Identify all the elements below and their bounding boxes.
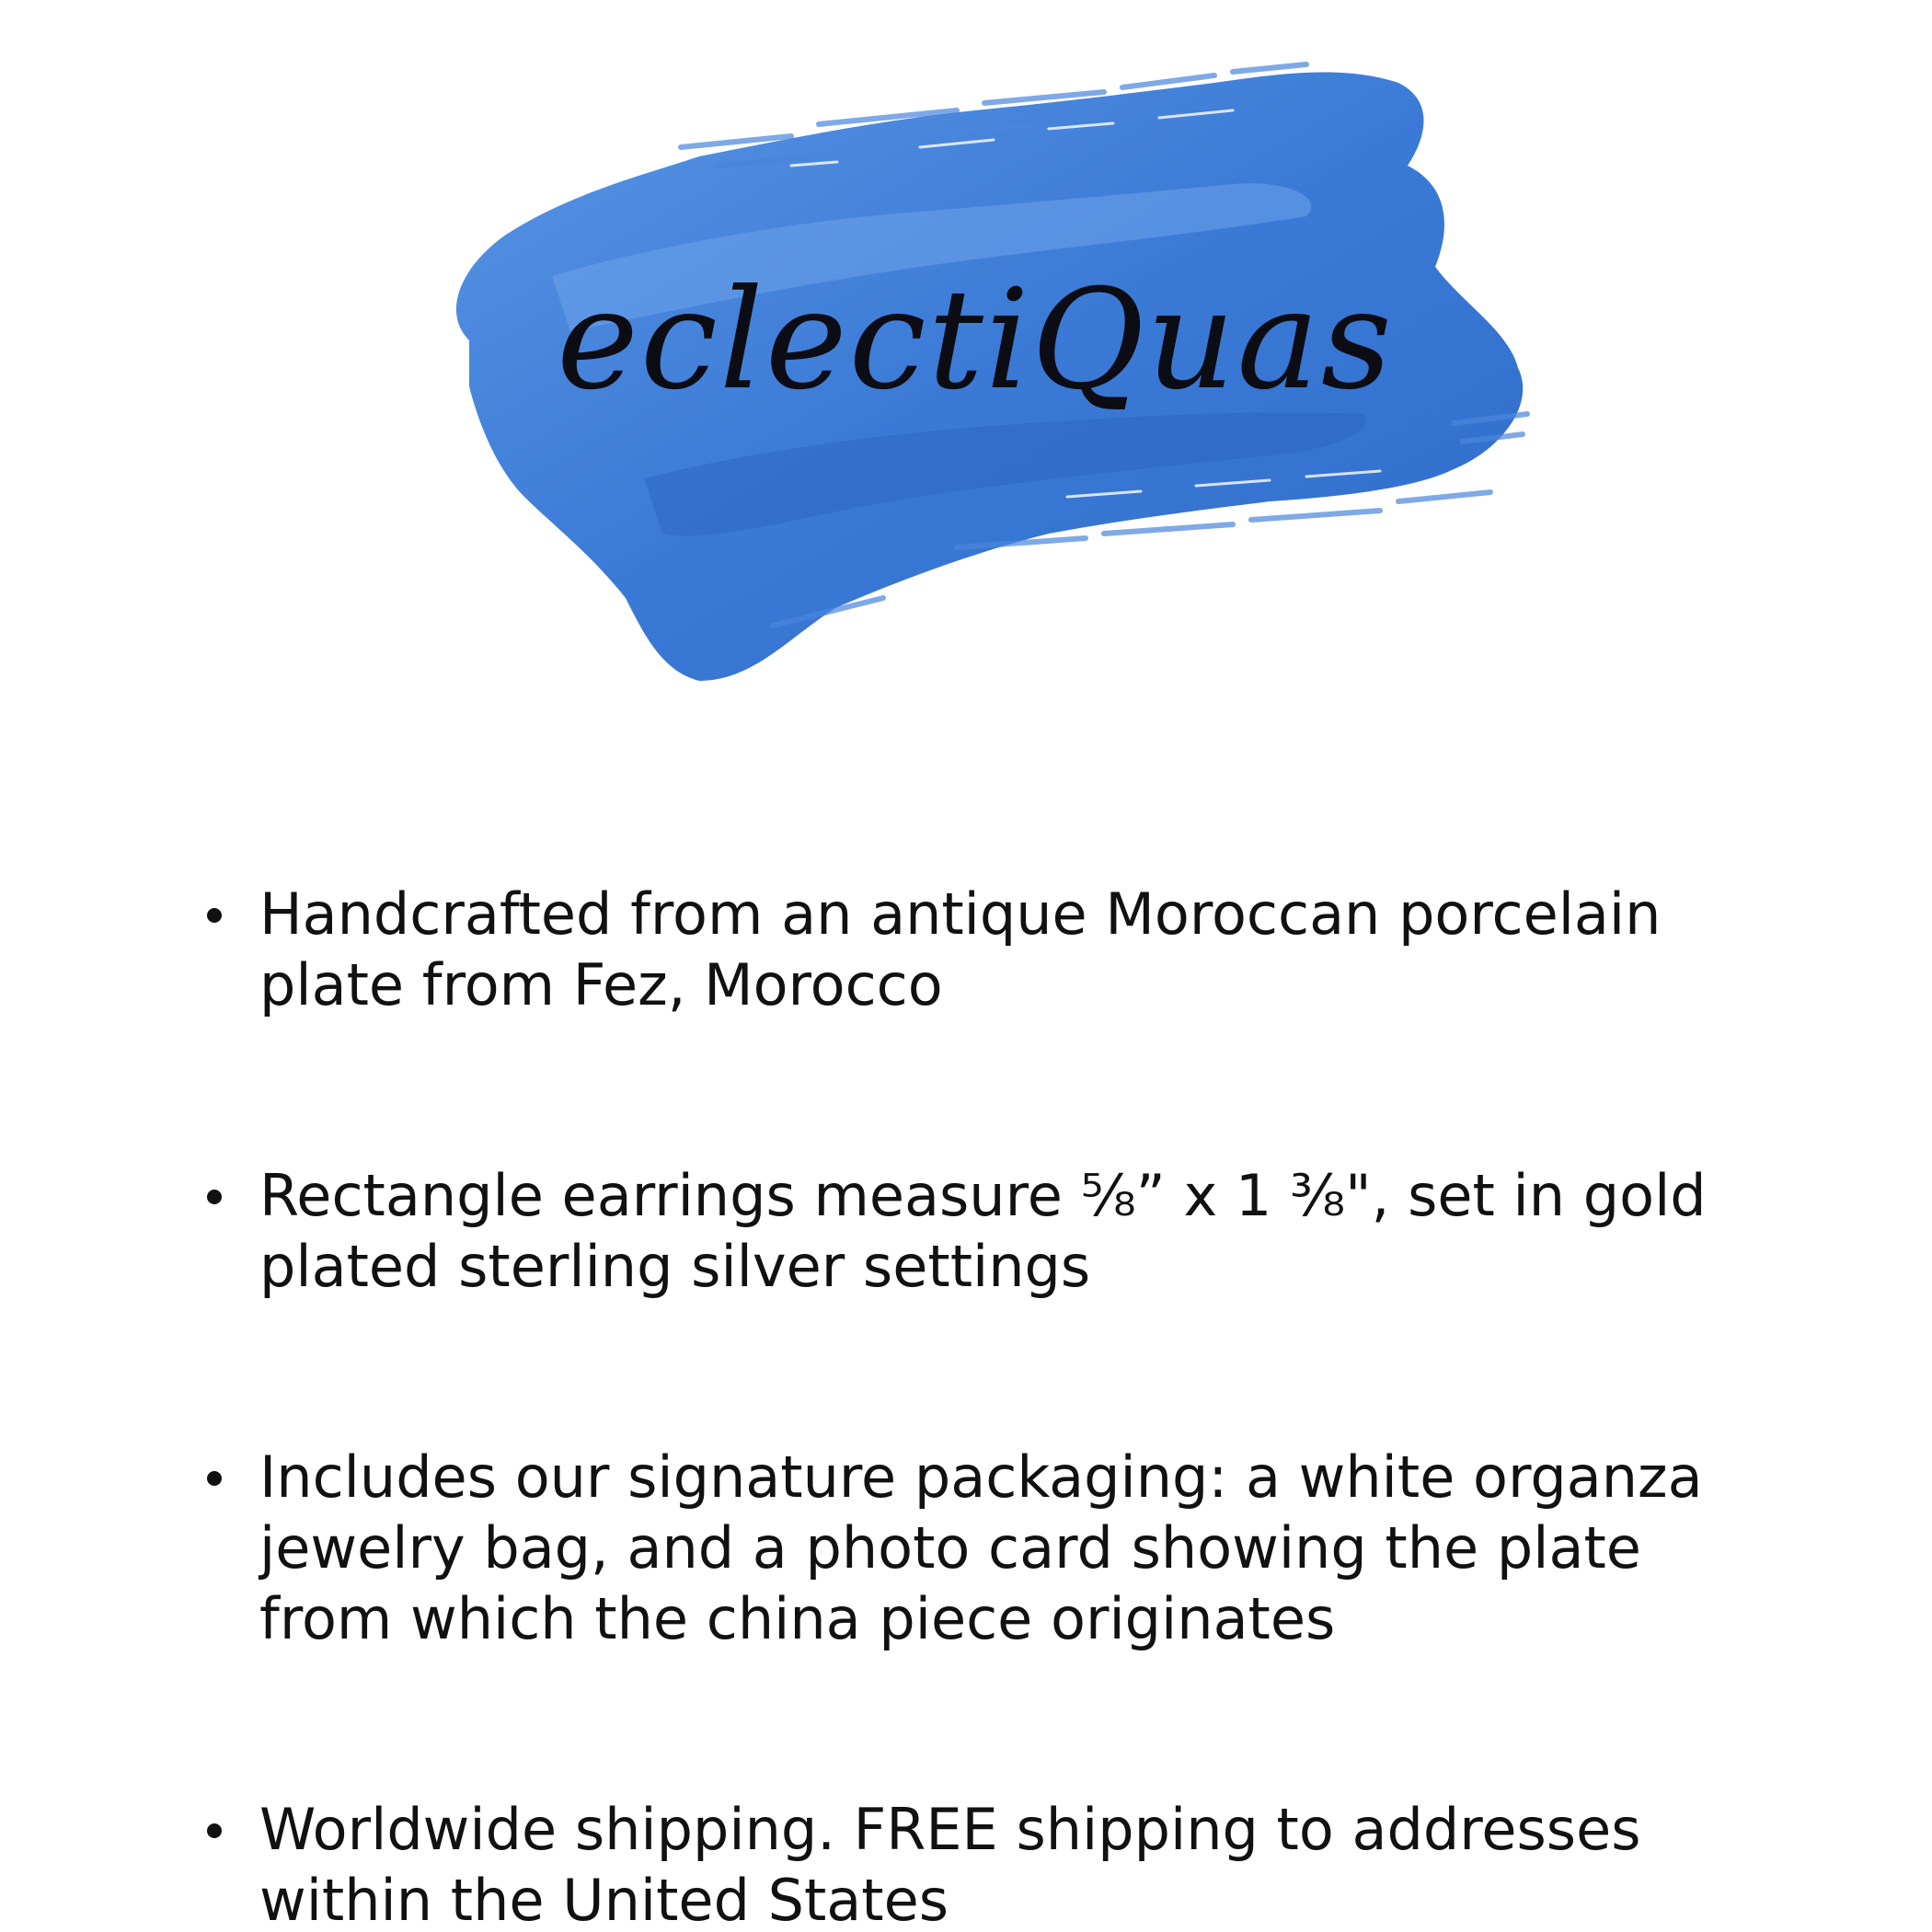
feature-text: Worldwide shipping. FREE shipping to addresses within the United States [259,1796,1641,1932]
bullet-icon [207,1823,222,1838]
list-item [207,1442,1789,1654]
feature-text: Rectangle earrings measure ⅝” x 1 ⅜", set in gold plated sterling silver settings [259,1162,1707,1300]
bullet-icon [207,1471,222,1486]
bullet-icon [207,908,222,923]
list-item [207,879,1789,1020]
feature-text: Includes our signature packaging: a white organza jewelry bag, and a photo card showing the plate from which the china piece originates [259,1443,1703,1652]
feature-text: Handcrafted from an antique Moroccan porcelain plate from Fez, Morocco [259,880,1662,1018]
list-item [207,1794,1789,1932]
bullet-icon [207,1190,222,1204]
list-item [207,1160,1789,1302]
brand-name: eclectiQuas [557,260,1394,420]
brand-logo [405,37,1546,718]
feature-list [207,879,1789,1932]
